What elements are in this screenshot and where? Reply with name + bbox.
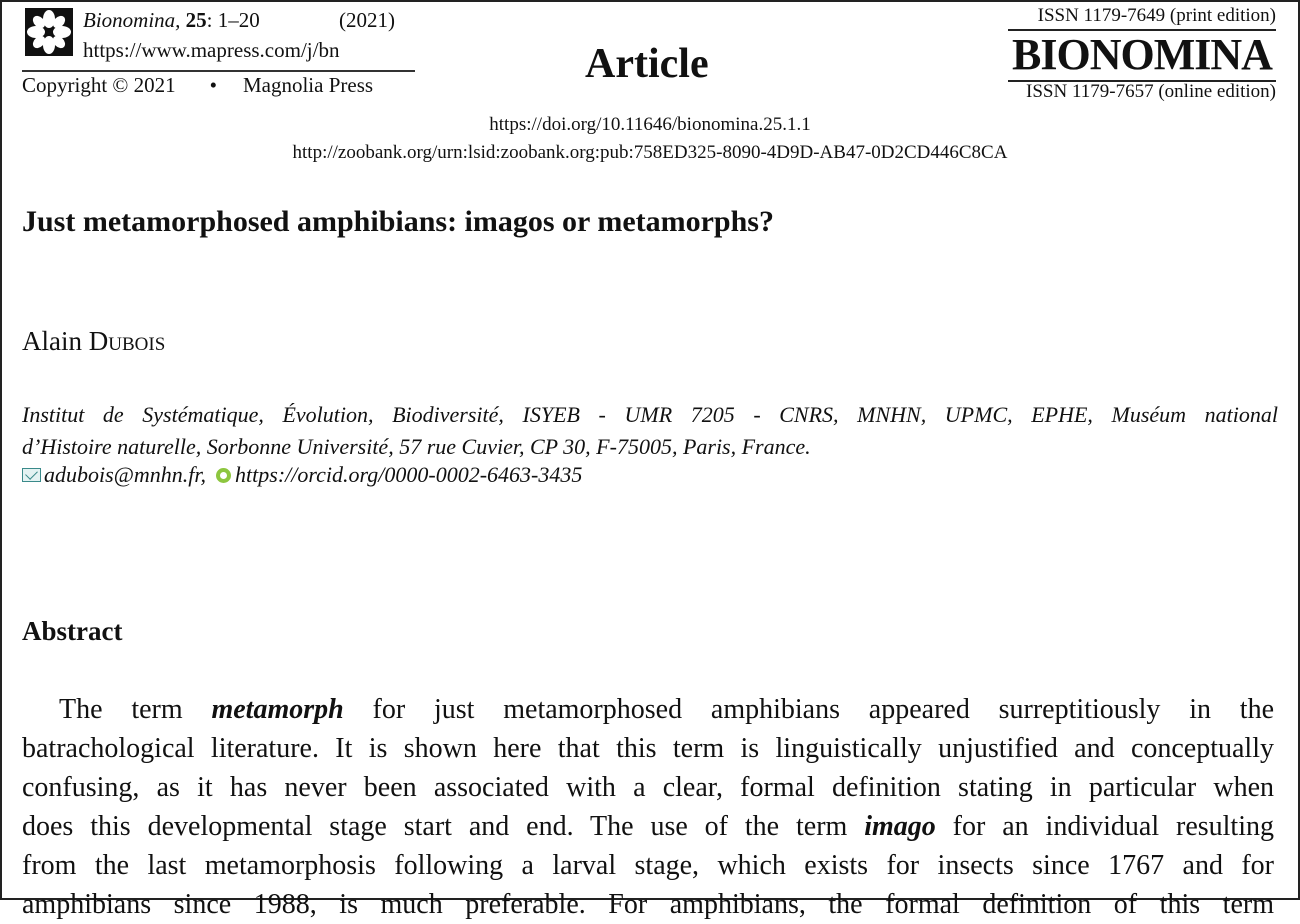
abstract-heading: Abstract bbox=[22, 616, 123, 646]
contact-line bbox=[22, 462, 582, 488]
abstract-body bbox=[22, 690, 1275, 920]
abstract-line: from the last metamorphosis following a larval stage, which exists for insects since 1767 and for bbox=[22, 850, 1274, 881]
author-family-name: Dubois bbox=[88, 326, 166, 356]
abstract-line: amphibians since 1988, is much preferable. For amphibians, the formal definition of this term bbox=[22, 889, 1274, 920]
publisher-name: Magnolia Press bbox=[242, 73, 374, 97]
journal-info bbox=[83, 5, 395, 65]
email-icon bbox=[22, 468, 41, 482]
email-link[interactable]: adubois@mnhn.fr, bbox=[44, 462, 207, 487]
magnolia-flower-icon bbox=[25, 8, 73, 56]
orcid-link[interactable]: https://orcid.org/0000-0002-6463-3435 bbox=[235, 462, 583, 487]
paper-title: Just metamorphosed amphibians: imagos or metamorphs? bbox=[22, 205, 774, 238]
copyright-line bbox=[22, 73, 373, 98]
term-imago: imago bbox=[864, 811, 936, 842]
separator-dot: • bbox=[209, 73, 217, 97]
orcid-icon bbox=[216, 468, 231, 483]
header-divider bbox=[22, 70, 415, 72]
term-metamorph: metamorph bbox=[211, 694, 344, 725]
issn-print: ISSN 1179-7649 (print edition) bbox=[1037, 5, 1276, 26]
abstract-text: The term bbox=[59, 694, 212, 725]
doi-link[interactable]: https://doi.org/10.11646/bionomina.25.1.1 bbox=[489, 114, 811, 135]
affiliation bbox=[22, 399, 1278, 463]
copyright-text: Copyright © 2021 bbox=[22, 73, 176, 97]
journal-pages: : 1–20 bbox=[206, 8, 260, 32]
issn-online: ISSN 1179-7657 (online edition) bbox=[1026, 81, 1276, 102]
journal-year: (2021) bbox=[339, 8, 395, 32]
abstract-line bbox=[22, 807, 1274, 846]
affiliation-line-1: Institut de Systématique, Évolution, Biodiversité, ISYEB - UMR 7205 - CNRS, MNHN, UPMC, EPHE, Muséum national bbox=[22, 402, 1278, 427]
abstract-text: for just metamorphosed amphibians appeared surreptitiously in the bbox=[343, 694, 1275, 725]
abstract-line bbox=[22, 690, 1274, 729]
author-name bbox=[22, 326, 165, 357]
journal-url[interactable]: https://www.mapress.com/j/bn bbox=[83, 38, 340, 62]
abstract-line: confusing, as it has never been associated with a clear, formal definition stating in particular when bbox=[22, 772, 1274, 803]
abstract-text: does this developmental stage start and end. The use of the term bbox=[22, 811, 865, 842]
affiliation-line-2: d’Histoire naturelle, Sorbonne Université, 57 rue Cuvier, CP 30, F-75005, Paris, France. bbox=[22, 434, 811, 459]
abstract-line: batrachological literature. It is shown here that this term is linguistically unjustified and conceptually bbox=[22, 733, 1274, 764]
zoobank-link[interactable]: http://zoobank.org/urn:lsid:zoobank.org:pub:758ED325-8090-4D9D-AB47-0D2CD446C8CA bbox=[292, 142, 1008, 163]
journal-brand: BIONOMINA bbox=[1012, 30, 1272, 79]
journal-volume: 25 bbox=[185, 8, 207, 32]
article-type-label: Article bbox=[585, 41, 709, 87]
journal-name: Bionomina, bbox=[83, 8, 181, 32]
author-given-name: Alain bbox=[22, 326, 89, 356]
abstract-text: for an individual resulting bbox=[935, 811, 1274, 842]
